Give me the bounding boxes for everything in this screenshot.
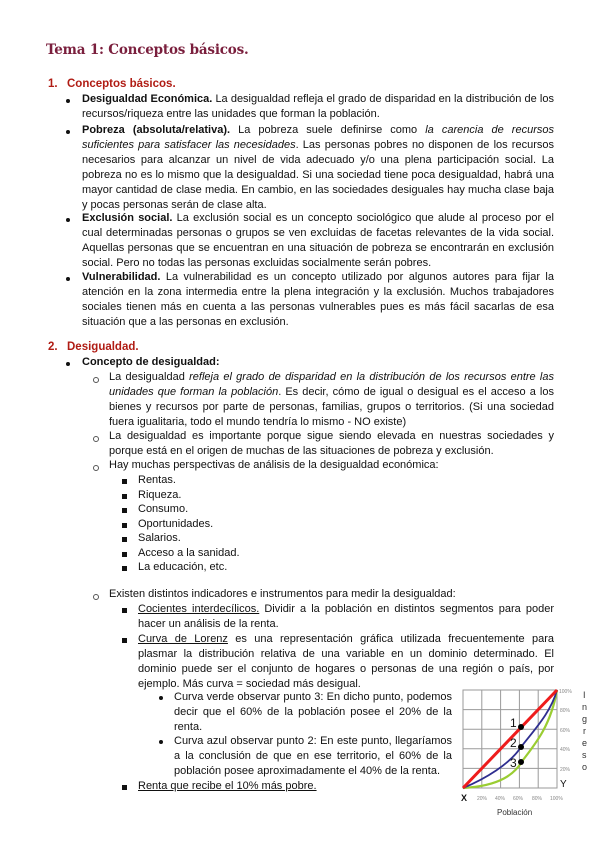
document-title: Tema 1: Conceptos básicos. [46,42,249,58]
bullet-icon [159,740,163,744]
square-bullet-icon [122,508,127,513]
lorenz-note-blue: Curva azul observar punto 2: En este punto, llegaríamos a la conclusión de que en ese territorio, el 60% de la población posee aproximadamente el 40% de la renta. [174,735,452,777]
annotation-2: 2 [510,736,517,750]
section-title: Desigualdad. [67,341,139,353]
sub-italic: refleja el grado de disparidad en la distribución de los recursos entre las unidades que forman la población [109,371,554,398]
perspective-item: La educación, etc. [138,561,228,573]
item-desigualdad-economica [82,92,554,122]
bullet-icon [66,130,70,134]
circle-bullet-icon [93,377,99,383]
svg-text:20%: 20% [560,767,571,773]
concept-heading: Concepto de desigualdad: [82,356,220,368]
y-tick-labels [559,689,572,773]
circle-bullet-icon [93,436,99,442]
annotation-3: 3 [510,756,517,770]
square-bullet-icon [122,537,127,542]
section-heading-1 [48,77,176,92]
indicator-text: es una representación gráfica utilizada frecuentemente para plasmar la distribución relativa de una variable en un dominio determinado. El dominio puede ser el conjunto de hogares o personas de una región o país, por ejemplo. Más curva = sociedad más desigual. [138,633,554,690]
square-bullet-icon [122,479,127,484]
svg-text:e: e [582,738,588,748]
item-term: Pobreza (absoluta/relativa). [82,124,231,136]
item-pobreza [82,123,554,213]
bullet-icon [66,218,70,222]
item-text: La pobreza suele definirse como [230,124,426,136]
svg-text:I: I [583,690,586,700]
sub-text: La desigualdad [109,371,190,383]
svg-text:20%: 20% [477,796,488,802]
circle-bullet-icon [93,465,99,471]
x-axis-label: Población [497,808,533,817]
perspective-item: Acceso a la sanidad. [138,547,240,559]
indicator-cocientes [138,602,554,632]
lorenz-curve-chart [455,684,600,824]
section-title: Conceptos básicos. [67,78,176,90]
indicator-renta-10 [138,779,317,794]
svg-text:40%: 40% [495,796,506,802]
svg-text:n: n [582,702,588,712]
annotation-1: 1 [510,716,517,730]
x-tick-labels [477,796,563,802]
perspective-item: Riqueza. [138,489,182,501]
bullet-icon [159,696,163,700]
indicator-term: Renta que recibe el 10% más pobre. [138,780,317,792]
square-bullet-icon [122,566,127,571]
item-text: La exclusión social es un concepto sociológico que alude al proceso por el cual determinadas personas o grupos se ven excluidas de facetas relevantes de la vida social. Aquellas personas que se encuentran en una situación de pobreza se encontrarán en exclusión social. Pero no todas las personas excluidas socialmente serán pobres. [82,212,554,269]
svg-text:s: s [582,750,587,760]
indicator-text: Dividir a la población en distintos segmentos para poder hacer un análisis de la renta. [138,603,554,630]
sub-item-definition [109,370,554,430]
y-axis-letter: Y [560,779,567,790]
section-number: 2. [48,341,58,353]
bullet-icon [66,277,70,281]
item-vulnerabilidad [82,270,554,330]
svg-text:60%: 60% [560,728,571,734]
svg-text:100%: 100% [559,689,572,695]
item-term: Exclusión social. [82,212,173,224]
indicator-lorenz [138,632,554,692]
perspective-item: Salarios. [138,532,181,544]
perspective-item: Consumo. [138,503,189,515]
bullet-icon [66,362,70,366]
x-axis-letter: X [461,793,468,803]
square-bullet-icon [122,608,127,613]
svg-text:80%: 80% [560,708,571,714]
item-exclusion-social [82,211,554,271]
svg-text:o: o [582,762,588,772]
item-text: La vulnerabilidad es un concepto utilizado por algunos autores para fijar la atención en la zona intermedia entre la plena integración y la exclusión. Muchos trabajadores sociales tienen más en cuenta a las personas vulnerables pues es más fácil sacarlas de esa situación que a las personas en exclusión. [82,271,554,328]
perspective-item: Oportunidades. [138,518,214,530]
item-text: . Las personas pobres no disponen de los recursos necesarios para alcanzar un nivel de vida adecuado y/o una plena participación social. La pobreza no es lo mismo que la desigualdad. Si una sociedad tiene poca desigualdad, habrá una mayor cantidad de clase media. En cambio, en las sociedades desiguales hay mucha clase baja y pocas personas serán de clase alta. [82,139,554,211]
sub-item-importance: La desigualdad es importante porque sigue siendo elevada en nuestras sociedades y porque está en el origen de muchas de las situaciones de pobreza y exclusión. [109,430,554,457]
bullet-icon [66,99,70,103]
y-axis-label-vertical [582,690,587,772]
square-bullet-icon [122,494,127,499]
section-number: 1. [48,78,58,90]
indicator-term: Curva de Lorenz [138,633,228,645]
lorenz-note-green: Curva verde observar punto 3: En dicho punto, podemos decir que el 60% de la población posee el 20% de la renta. [174,691,452,733]
item-text: La desigualdad refleja el grado de disparidad en la distribución de los recursos/riqueza entre las unidades que forman la población. [82,93,554,120]
sub-item-perspectives: Hay muchas perspectivas de análisis de la desigualdad económica: [109,459,439,471]
square-bullet-icon [122,523,127,528]
svg-text:60%: 60% [513,796,524,802]
item-term: Vulnerabilidad. [82,271,161,283]
square-bullet-icon [122,552,127,557]
item-term: Desigualdad Económica. [82,93,213,105]
section-heading-2 [48,340,139,355]
circle-bullet-icon [93,594,99,600]
svg-text:80%: 80% [532,796,543,802]
perspective-item: Rentas. [138,474,176,486]
svg-text:r: r [583,726,586,736]
svg-text:40%: 40% [560,747,571,753]
square-bullet-icon [122,785,127,790]
item-italic: la carencia de recursos suficientes para satisfacer las necesidades [82,124,554,151]
svg-text:100%: 100% [550,796,563,802]
svg-text:g: g [582,714,588,724]
indicator-term: Cocientes interdecílicos. [138,603,260,615]
square-bullet-icon [122,638,127,643]
sub-item-indicators: Existen distintos indicadores e instrumentos para medir la desigualdad: [109,588,456,600]
sub-text: . Es decir, cómo de igual o desigual es el acceso a los bienes y recursos por parte de personas, familias, grupos o territorios. (Si una sociedad fuera igualitaria, todo el mundo tendría lo mismo - NO existe) [109,386,554,428]
